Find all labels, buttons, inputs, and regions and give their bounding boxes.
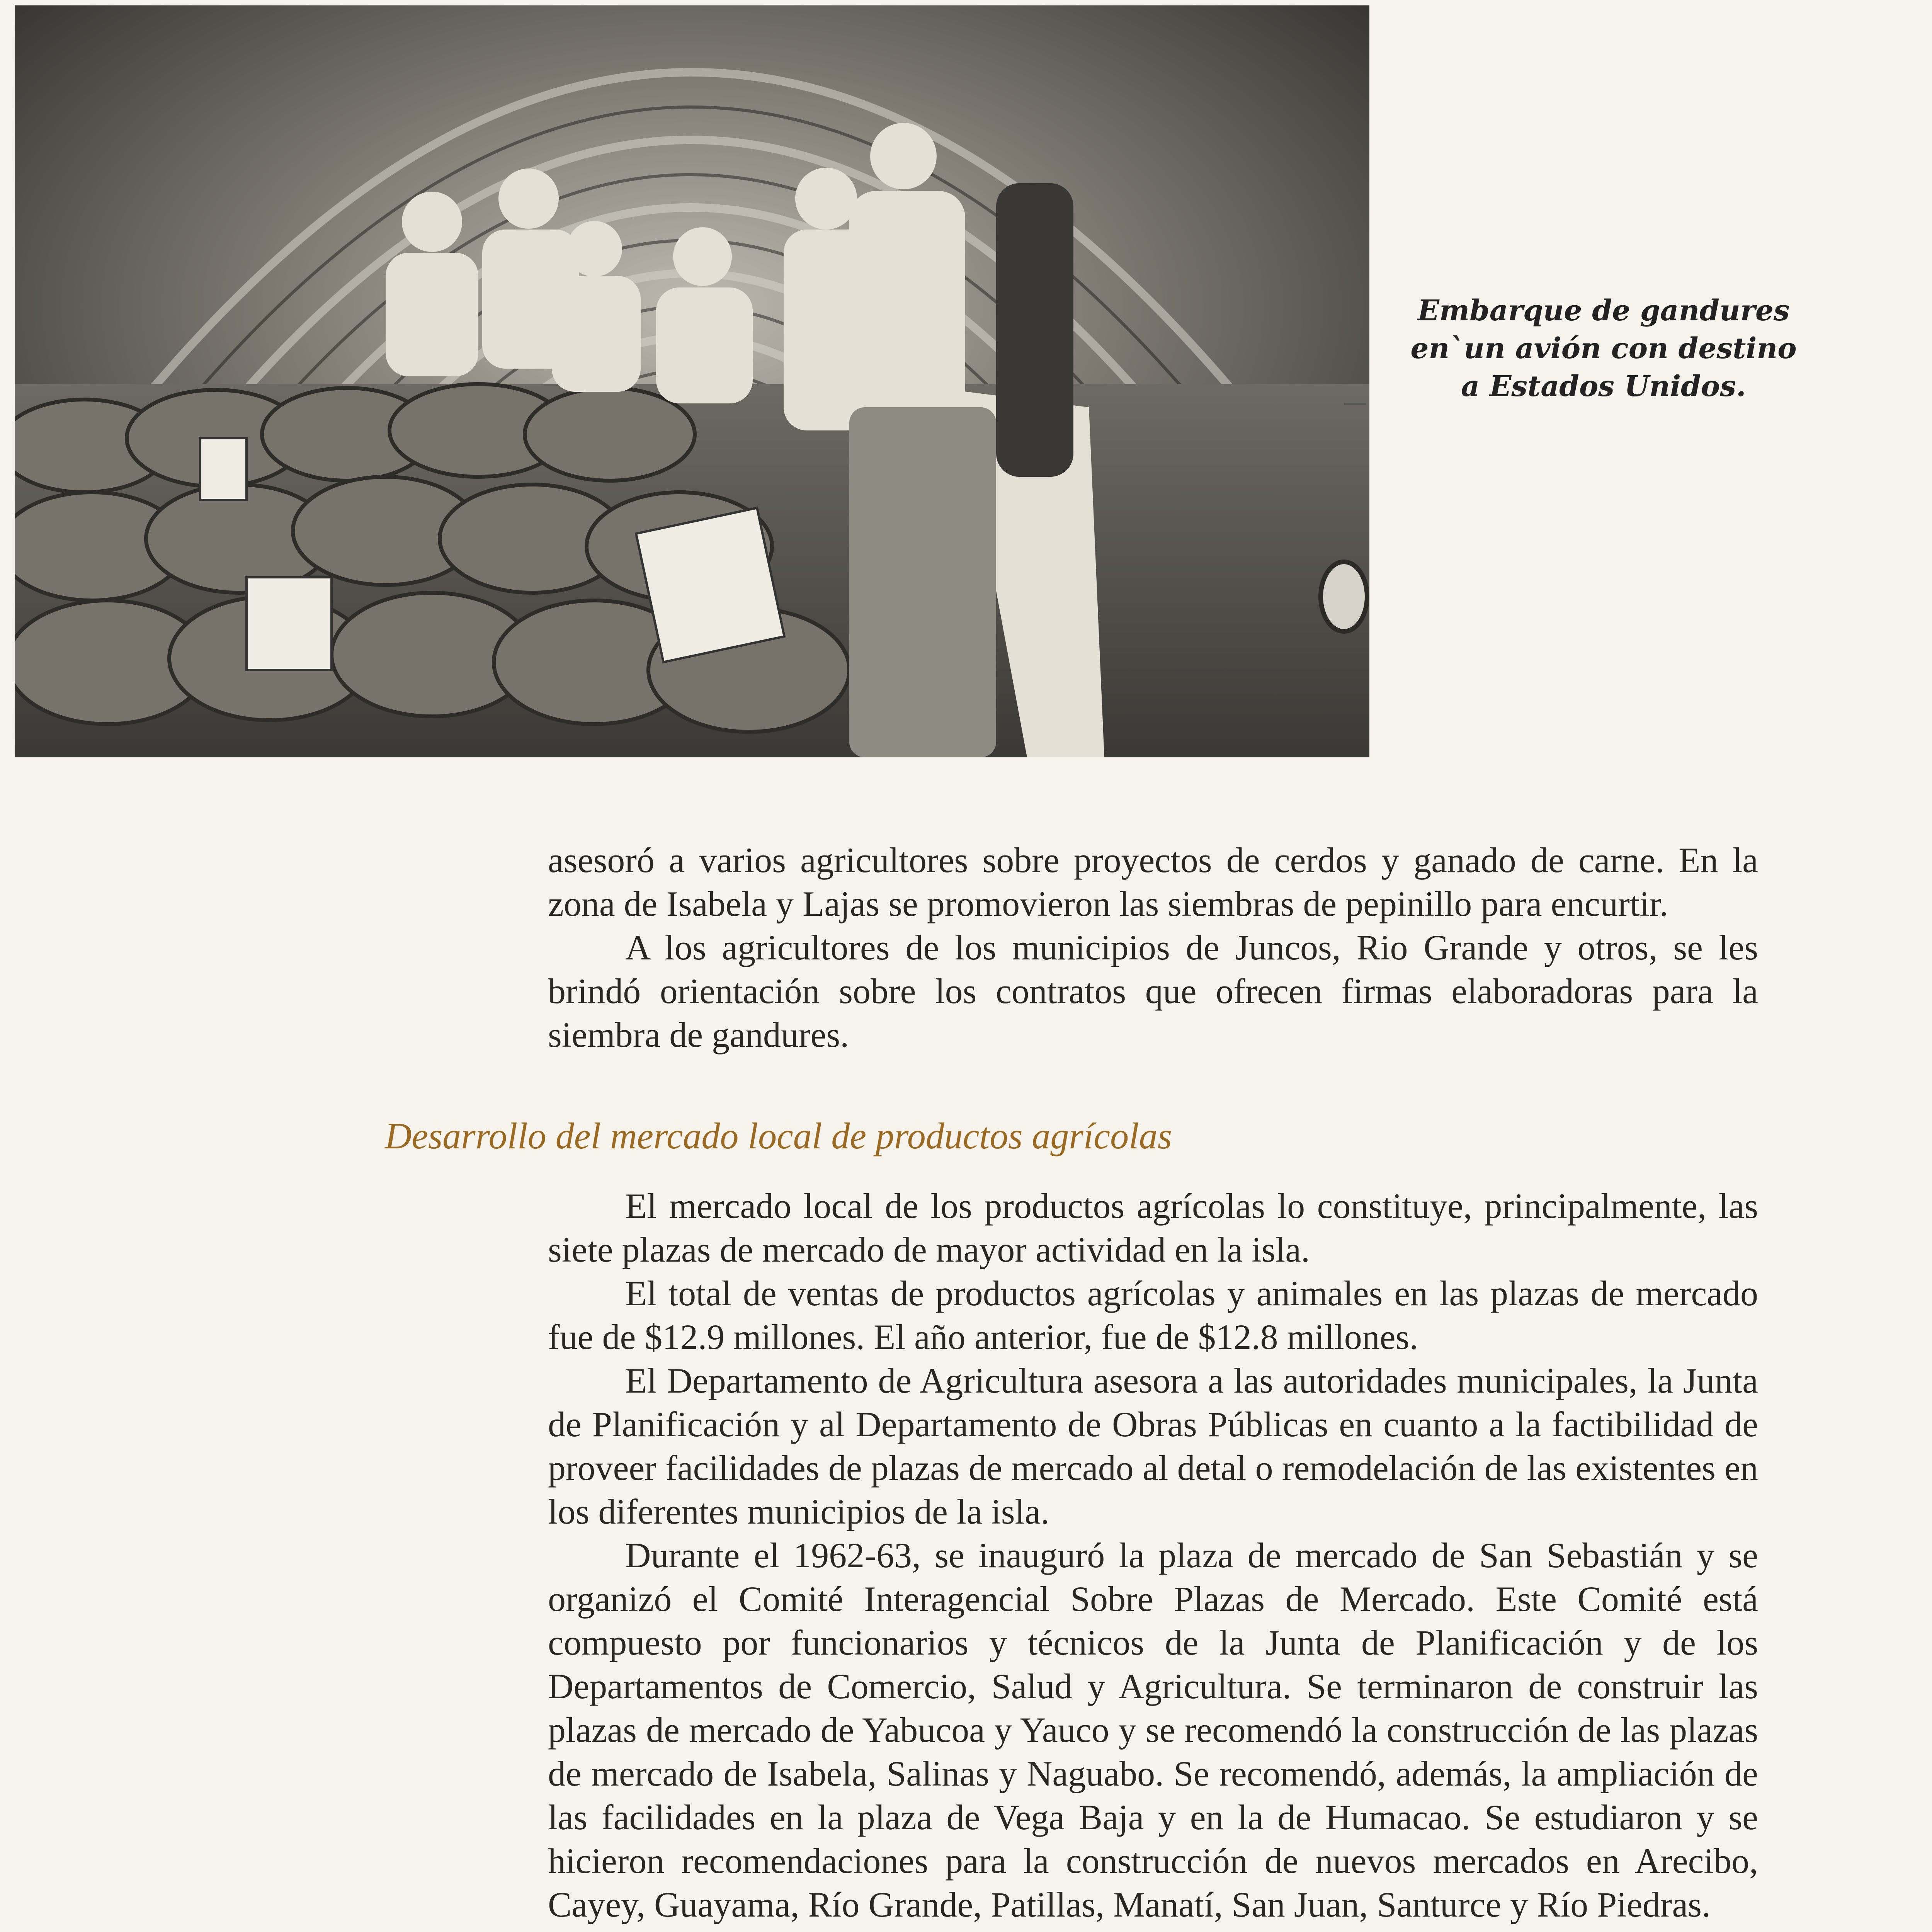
- paragraph: El total de ventas de productos agrícolas y animales en las plazas de mercado fue de $12.9 millones. El año anterior, fue de $12.8 millones.: [548, 1274, 1758, 1357]
- caption-line: en`un avión con destino: [1410, 332, 1797, 365]
- section-text-block: [548, 1184, 1758, 1927]
- cargo-photo: [15, 5, 1369, 757]
- cargo-photo-illustration: [15, 5, 1369, 757]
- caption-line: a Estados Unidos.: [1461, 370, 1746, 403]
- photo-caption: [1376, 292, 1832, 405]
- section-heading: Desarrollo del mercado local de productos agrícolas: [385, 1115, 1172, 1156]
- paragraph: El Departamento de Agricultura asesora a las autoridades municipales, la Junta de Planificación y al Departamento de Obras Públicas en cuanto a la factibilidad de proveer facilidades de plazas de mercado al detal o remodelación de las existentes en los diferentes municipios de la isla.: [548, 1361, 1758, 1531]
- caption-leader-rule: [1344, 403, 1366, 405]
- paragraph: Durante el 1962-63, se inauguró la plaza de mercado de San Sebastián y se organizó el Comité Interagencial Sobre Plazas de Mercado. Este Comité está compuesto por funcionarios y técnicos de la Junta de Planificación y de los Departamentos de Comercio, Salud y Agricultura. Se terminaron de construir las plazas de mercado de Yabucoa y Yauco y se recomendó la construcción de las plazas de mercado de Isabela, Salinas y Naguabo. Se recomendó, además, la ampliación de las facilidades en la plaza de Vega Baja y en la de Humacao. Se estudiaron y se hicieron recomendaciones para la construcción de nuevos mercados en Arecibo, Cayey, Guayama, Río Grande, Patillas, Manatí, San Juan, Santurce y Río Piedras.: [548, 1536, 1758, 1924]
- caption-line: Embarque de gandures: [1417, 294, 1790, 327]
- paragraph: A los agricultores de los municipios de Juncos, Rio Grande y otros, se les brindó orientación sobre los contratos que ofrecen firmas elaboradoras para la siembra de gandures.: [548, 928, 1758, 1054]
- paragraph: asesoró a varios agricultores sobre proyectos de cerdos y ganado de carne. En la zona de Isabela y Lajas se promovieron las siembras de pepinillo para encurtir.: [548, 840, 1758, 923]
- intro-text-block: [548, 838, 1758, 1057]
- paragraph: El mercado local de los productos agrícolas lo constituye, principalmente, las siete plazas de mercado de mayor actividad en la isla.: [548, 1186, 1758, 1269]
